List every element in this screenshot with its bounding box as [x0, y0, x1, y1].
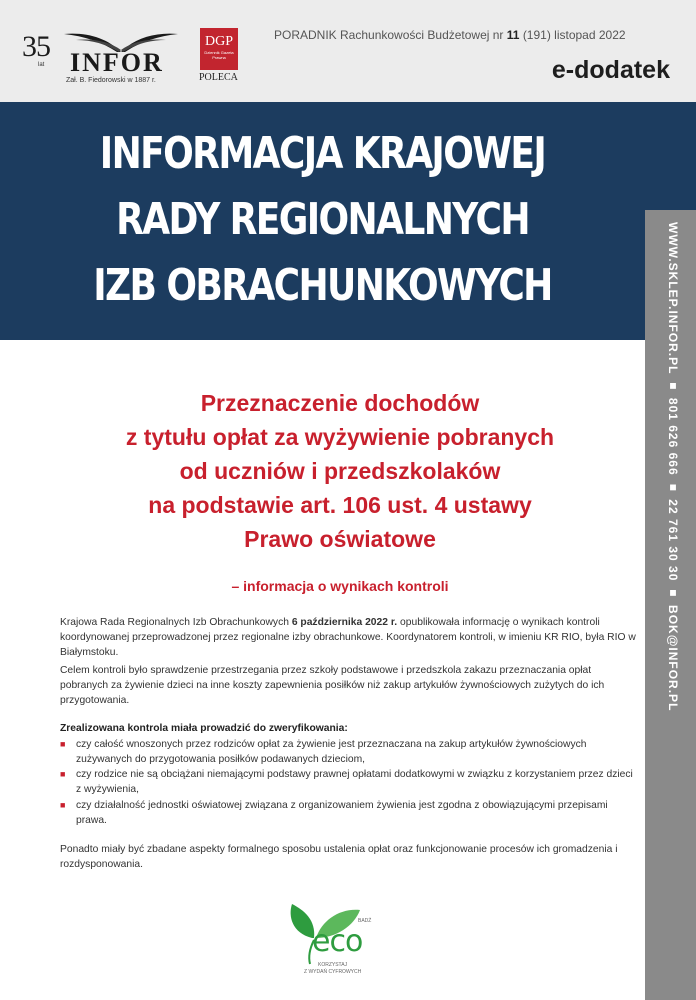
article-headline-line-2: z tytułu opłat za wyżywienie pobranych	[125, 424, 555, 450]
infor-logo: INFOR	[70, 48, 164, 77]
paragraph-intro-rest: opublikowała informację o wynikach kontroli koordynowanej przeprowadzonej przez regionalne izby obrachunkowe. Koordynatorem kontroli, w imieniu KR RIO, była RIO w Białymstoku.	[60, 617, 636, 658]
article-headline-line-1: Przeznaczenie dochodów	[200, 390, 480, 416]
bullet-marker-icon: ■	[60, 739, 66, 749]
paragraph-purpose: Celem kontroli było sprawdzenie przestrzegania przez szkoły podstawowe i przedszkola zakazu przeznaczania opłat pobranych za żywienie dzieci na inne koszty zapewnienia posiłków niż zakup artykułów żywnościowych zużytych do ich przygotowania.	[60, 665, 605, 706]
eco-bottom-label-1: KORZYSTAJ	[318, 962, 348, 968]
banner-title-line-3: IZB OBRACHUNKOWYCH	[93, 260, 552, 311]
publication-suffix: (191) listopad 2022	[522, 28, 626, 42]
article-headline-line-3: od uczniów i przedszkolaków	[179, 458, 501, 484]
banner-title-line-1: INFORMACJA KRAJOWEJ	[99, 128, 546, 179]
publication-line	[274, 28, 626, 42]
article-subheadline: – informacja o wynikach kontroli	[231, 578, 449, 594]
logo-35-lat: lat	[38, 62, 45, 68]
eco-top-label: BADŹ	[358, 918, 372, 924]
bullet-marker-icon: ■	[60, 769, 66, 779]
list-title: Zrealizowana kontrola miała prowadzić do zweryfikowania:	[60, 723, 348, 734]
dgp-logo-subtext: Dziennik Gazeta Prawna	[204, 50, 234, 60]
dgp-logo-text: DGP	[204, 34, 233, 49]
contact-sidebar-text: WWW.SKLEP.INFOR.PL ■ 801 626 666 ■ 22 761 30 30 ■ BOK@INFOR.PL	[666, 222, 680, 712]
list-item: czy działalność jednostki oświatowej związana z organizowaniem żywienia jest zgodna z obowiązującymi przepisami prawa.	[76, 800, 608, 826]
paragraph-additional: Ponadto miały być zbadane aspekty formalnego sposobu ustalenia opłat oraz funkcjonowanie procesów ich gromadzenia i rozdysponowania.	[60, 844, 618, 870]
title-banner	[0, 102, 696, 340]
list-item: czy całość wnoszonych przez rodziców opłat za żywienie jest przeznaczana na zakup artykułów żywnościowych zużywanych do przygotowania posiłków podawanych dzieciom,	[76, 739, 587, 765]
eco-word: eco	[312, 924, 363, 959]
dgp-poleca: POLECA	[199, 72, 238, 83]
paragraph-intro-date: 6 października 2022 r.	[291, 617, 398, 628]
dgp-logo	[200, 28, 238, 70]
article-headline-line-5: Prawo oświatowe	[244, 526, 436, 552]
publication-issue: 11	[506, 28, 520, 42]
e-dodatek-label: e-dodatek	[551, 56, 670, 84]
paragraph-intro-start: Krajowa Rada Regionalnych Izb Obrachunkowych	[60, 617, 289, 628]
infor-founded-note: Zał. B. Fiedorowski w 1887 r.	[66, 77, 156, 84]
banner-title-line-2: RADY REGIONALNYCH	[116, 194, 529, 245]
list-item: czy rodzice nie są obciążani niemającymi podstawy prawnej opłatami dodatkowymi w związku z korzystaniem przez dzieci z wyżywienia,	[76, 769, 633, 795]
logo-35-years: 35	[22, 30, 50, 63]
article-headline-line-4: na podstawie art. 106 ust. 4 ustawy	[148, 492, 532, 518]
paragraph-intro	[60, 615, 636, 660]
publication-prefix: PORADNIK Rachunkowości Budżetowej nr	[274, 28, 504, 42]
bullet-marker-icon: ■	[60, 800, 66, 810]
eco-bottom-label-2: Z WYDAŃ CYFROWYCH	[304, 969, 362, 975]
